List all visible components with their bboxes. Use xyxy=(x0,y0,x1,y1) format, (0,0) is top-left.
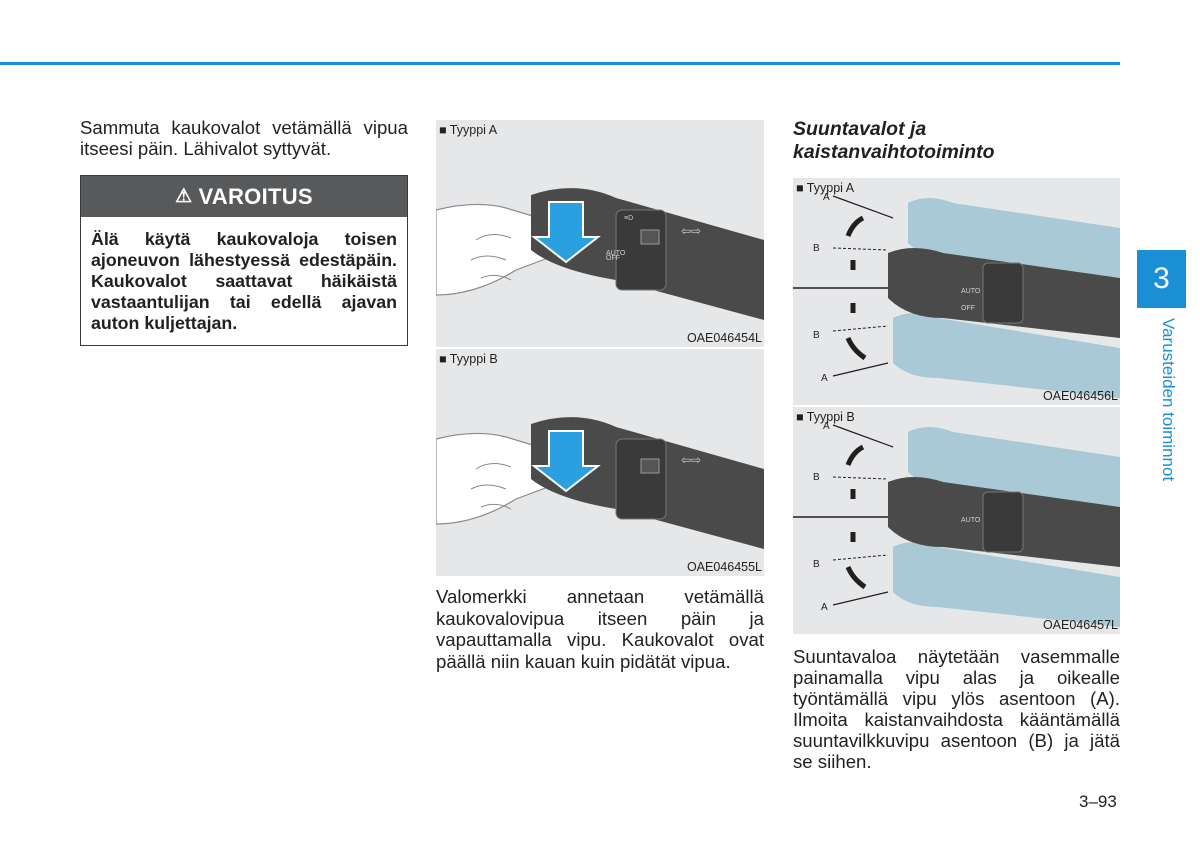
turn-signal-illustration xyxy=(793,178,1120,405)
label-a-upper: A xyxy=(823,192,830,203)
lever-illustration xyxy=(436,120,764,347)
figure-turn-signal-type-b xyxy=(793,407,1120,634)
figure-code: OAE046454L xyxy=(686,331,762,345)
label-b-upper: B xyxy=(813,472,820,483)
column-3 xyxy=(793,118,1120,772)
figure-code: OAE046455L xyxy=(686,560,762,574)
turn-signal-paragraph: Suuntavaloa näytetään vasemmalle painamalla vipu alas ja oikealle työntämällä vipu ylös asentoon (A). Ilmoita kaistanvaihdosta kääntämällä suuntavilkkuvipu asentoon (B) ja jätä se siihen. xyxy=(793,646,1120,772)
column-1 xyxy=(80,117,408,346)
intro-paragraph: Sammuta kaukovalot vetämällä vipua itseesi päin. Lähivalot syttyvät. xyxy=(80,117,408,159)
label-b-upper: B xyxy=(813,243,820,254)
warning-triangle-icon: ⚠ xyxy=(175,186,193,207)
warning-header xyxy=(81,176,407,217)
figure-label: ■ Tyyppi B xyxy=(796,410,855,424)
page-number: 3–93 xyxy=(1079,792,1117,811)
svg-text:⇦⇨: ⇦⇨ xyxy=(681,224,702,238)
lever-illustration xyxy=(436,349,764,576)
off-text: OFF xyxy=(961,305,975,312)
turn-signal-illustration xyxy=(793,407,1120,634)
auto-text: AUTO xyxy=(961,288,981,295)
figure-code: OAE046457L xyxy=(1042,618,1118,632)
flash-paragraph: Valomerkki annetaan vetämällä kaukovalovipua itseen päin ja vapauttamalla vipu. Kaukovalot ovat päällä niin kauan kuin pidätät vipua. xyxy=(436,586,764,672)
svg-text:AUTO: AUTO xyxy=(606,250,626,257)
figure-label: ■ Tyyppi A xyxy=(439,123,498,137)
label-b-lower: B xyxy=(813,559,820,570)
svg-text:OFF: OFF xyxy=(606,255,620,262)
chapter-title: Varusteiden toiminnot xyxy=(1159,318,1178,482)
figure-code: OAE046456L xyxy=(1042,389,1118,403)
svg-text:≡D: ≡D xyxy=(624,215,634,222)
svg-text:⇦⇨: ⇦⇨ xyxy=(681,453,702,467)
label-b-lower: B xyxy=(813,330,820,341)
auto-text: AUTO xyxy=(961,517,981,524)
figure-turn-signal-type-a xyxy=(793,178,1120,405)
warning-text: Älä käytä kaukovaloja toisen ajoneuvon lähestyessä edestäpäin. Kaukovalot saattavat häikäistä vastaantulijan tai edellä ajavan auton kuljettajan. xyxy=(91,229,397,333)
label-a-lower: A xyxy=(821,602,828,613)
section-heading: Suuntavalot ja kaistanvaihtotoiminto xyxy=(793,118,995,163)
warning-title: VAROITUS xyxy=(198,183,313,209)
figure-high-beam-type-b xyxy=(436,349,764,576)
header-rule xyxy=(0,62,1120,65)
label-a-lower: A xyxy=(821,373,828,384)
figure-label: ■ Tyyppi A xyxy=(796,181,855,195)
warning-box xyxy=(80,175,408,346)
chapter-number-tab: 3 xyxy=(1137,250,1186,308)
label-a-upper: A xyxy=(823,421,830,432)
figure-label: ■ Tyyppi B xyxy=(439,352,498,366)
column-2 xyxy=(436,120,764,672)
figure-high-beam-type-a xyxy=(436,120,764,347)
